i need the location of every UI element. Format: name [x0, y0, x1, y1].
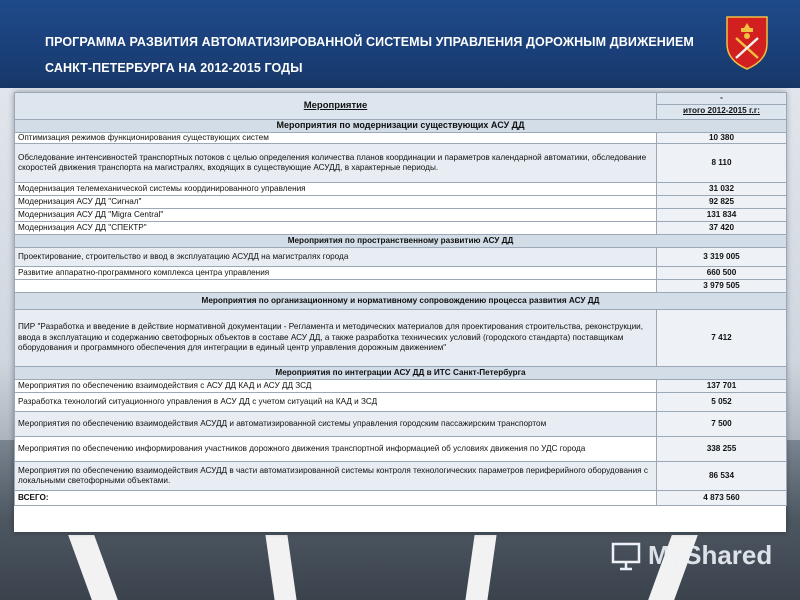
section-title: Мероприятия по интеграции АСУ ДД в ИТС Санкт-Петербурга: [15, 367, 787, 380]
page-title: ПРОГРАММА РАЗВИТИЯ АВТОМАТИЗИРОВАННОЙ СИСТЕМЫ УПРАВЛЕНИЯ ДОРОЖНЫМ ДВИЖЕНИЕМ: [45, 35, 694, 49]
total-value: 4 873 560: [657, 491, 787, 506]
watermark-logo: [610, 538, 790, 572]
page-subtitle: САНКТ-ПЕТЕРБУРГА НА 2012-2015 ГОДЫ: [45, 61, 303, 75]
table-row: Мероприятия по обеспечению взаимодействия АСУДД в части автоматизированной системы контроля технологических параметров периферийного оборудования с локальными светофорными объектами. 86 534: [15, 462, 787, 491]
table-row: Обследование интенсивностей транспортных потоков с целью определения количества планов координации и параметров календарной автоматики, обследование скоростей движения транспорта на магистралях, входящих в существующие АСУДД, в характерные периоды. 8 110: [15, 144, 787, 183]
watermark-text: MyShared: [648, 540, 773, 570]
program-table: [14, 92, 786, 532]
section-title: Мероприятия по организационному и нормативному сопровождению процесса развития АСУ ДД: [15, 293, 787, 310]
table-row: Мероприятия по обеспечению взаимодействия с АСУ ДД КАД и АСУ ДД ЗСД 137 701: [15, 380, 787, 393]
table-row: Модернизация АСУ ДД "Сигнал" 92 825: [15, 196, 787, 209]
column-header-dash: -: [657, 93, 787, 105]
presentation-icon: [610, 540, 642, 572]
table-row: Модернизация АСУ ДД "Migra Central" 131 834: [15, 209, 787, 222]
table-row: 3 979 505: [15, 280, 787, 293]
header-banner: [0, 0, 800, 88]
table-row: Разработка технологий ситуационного управления в АСУ ДД с учетом ситуаций на КАД и ЗСД 5 052: [15, 393, 787, 412]
table-row: Модернизация телемеханической системы координированного управления 31 032: [15, 183, 787, 196]
table-row: Мероприятия по обеспечению информирования участников дорожного движения транспортной информацией об условиях движения по УДС города 338 255: [15, 437, 787, 462]
total-row: [15, 491, 787, 506]
column-header-total: итого 2012-2015 г.г:: [657, 104, 787, 119]
table-row: Мероприятия по обеспечению взаимодействия АСУДД и автоматизированной системы управления городским пассажирским транспортом 7 500: [15, 412, 787, 437]
total-label: ВСЕГО:: [15, 491, 657, 506]
table-row: ПИР "Разработка и введение в действие нормативной документации - Регламента и методических материалов для проектирования строительства, реконструкции, ввода в эксплуатацию и содержанию светофорных объектов в составе АСУ ДД, а также разработка технических условий (городского стандарта) поставщикам оборудования и программного обеспечения для интеграции в единый центр управления дорожным движением" 7 412: [15, 310, 787, 367]
table-row: Оптимизация режимов функционирования существующих систем 10 380: [15, 132, 787, 144]
column-header-event: Мероприятие: [15, 93, 657, 120]
section-title: Мероприятия по пространственному развитию АСУ ДД: [15, 235, 787, 248]
table-row: Проектирование, строительство и ввод в эксплуатацию АСУДД на магистралях города 3 319 005: [15, 248, 787, 267]
coat-of-arms-icon: [724, 14, 770, 70]
table-row: Модернизация АСУ ДД "СПЕКТР" 37 420: [15, 222, 787, 235]
section-title: Мероприятия по модернизации существующих АСУ ДД: [15, 119, 787, 132]
table-row: Развитие аппаратно-программного комплекса центра управления 660 500: [15, 267, 787, 280]
